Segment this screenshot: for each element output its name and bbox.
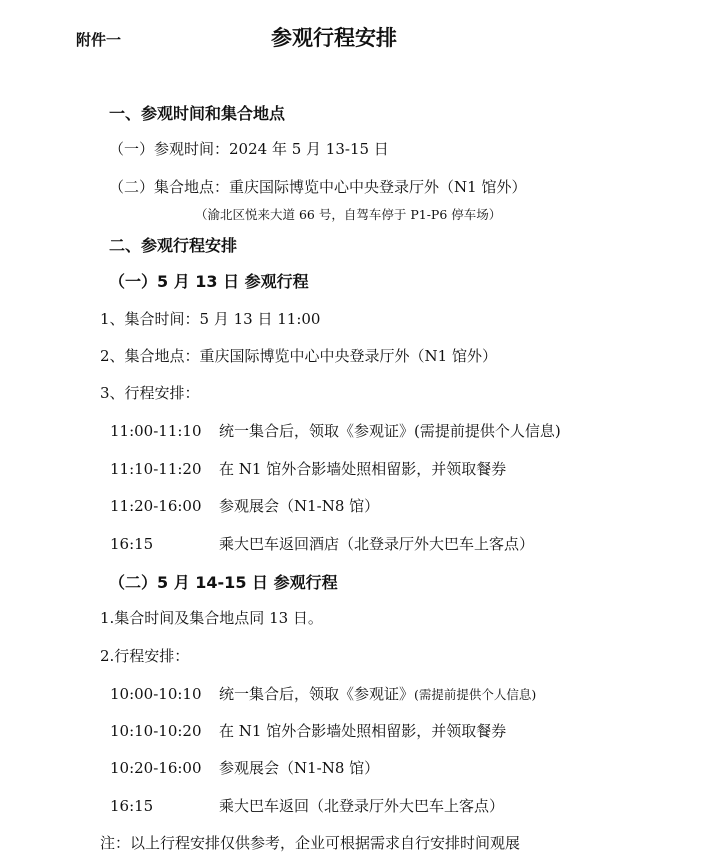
schedule-activity: 统一集合后，领取《参观证》(需提前提供个人信息) [219,422,561,440]
schedule-activity: 参观展会（N1-N8 馆） [219,497,380,515]
page-title: 参观行程安排 [271,26,397,50]
schedule-row [110,420,561,441]
schedule-row [110,720,506,741]
schedule-row [110,495,379,516]
day2-schedule-label: 2.行程安排： [100,647,190,665]
schedule-activity: 乘大巴车返回酒店（北登录厅外大巴车上客点） [219,535,535,553]
schedule-row [110,533,534,554]
schedule-time: 10:00-10:10 [110,685,202,703]
schedule-activity: 在 N1 馆外合影墙处照相留影，并领取餐券 [219,460,507,478]
schedule-activity: 统一集合后，领取《参观证》 [219,685,415,703]
schedule-time: 11:10-11:20 [110,460,202,478]
section1-heading: 一、参观时间和集合地点 [109,104,286,123]
footer-note: 注：以上行程安排仅供参考，企业可根据需求自行安排时间观展 [100,834,521,852]
day1-schedule-label: 3、行程安排： [100,384,200,402]
schedule-activity: 参观展会（N1-N8 馆） [219,759,380,777]
schedule-row [110,458,506,479]
schedule-time: 16:15 [110,797,154,815]
schedule-time: 10:10-10:20 [110,722,202,740]
schedule-time: 11:00-11:10 [110,422,202,440]
day1-heading: （一）5 月 13 日 参观行程 [109,272,309,291]
meeting-place: （二）集合地点：重庆国际博览中心中央登录厅外（N1 馆外） [109,178,527,196]
schedule-time: 16:15 [110,535,154,553]
day2-meet-note: 1.集合时间及集合地点同 13 日。 [100,609,323,627]
schedule-time: 11:20-16:00 [110,497,202,515]
attachment-label: 附件一 [76,31,122,49]
section2-heading: 二、参观行程安排 [109,236,238,255]
schedule-activity-note: (需提前提供个人信息) [414,687,537,702]
day2-heading: （二）5 月 14-15 日 参观行程 [109,573,338,592]
address-note: （渝北区悦来大道 66 号，自驾车停于 P1-P6 停车场） [195,207,502,222]
visit-time: （一）参观时间：2024 年 5 月 13-15 日 [109,140,389,158]
schedule-activity: 在 N1 馆外合影墙处照相留影，并领取餐券 [219,722,507,740]
schedule-row [110,683,536,704]
day1-meet-time: 1、集合时间：5 月 13 日 11:00 [100,310,321,328]
schedule-row [110,757,379,778]
schedule-activity: 乘大巴车返回（北登录厅外大巴车上客点） [219,797,505,815]
schedule-row [110,795,504,816]
day1-meet-place: 2、集合地点：重庆国际博览中心中央登录厅外（N1 馆外） [100,347,497,365]
schedule-time: 10:20-16:00 [110,759,202,777]
